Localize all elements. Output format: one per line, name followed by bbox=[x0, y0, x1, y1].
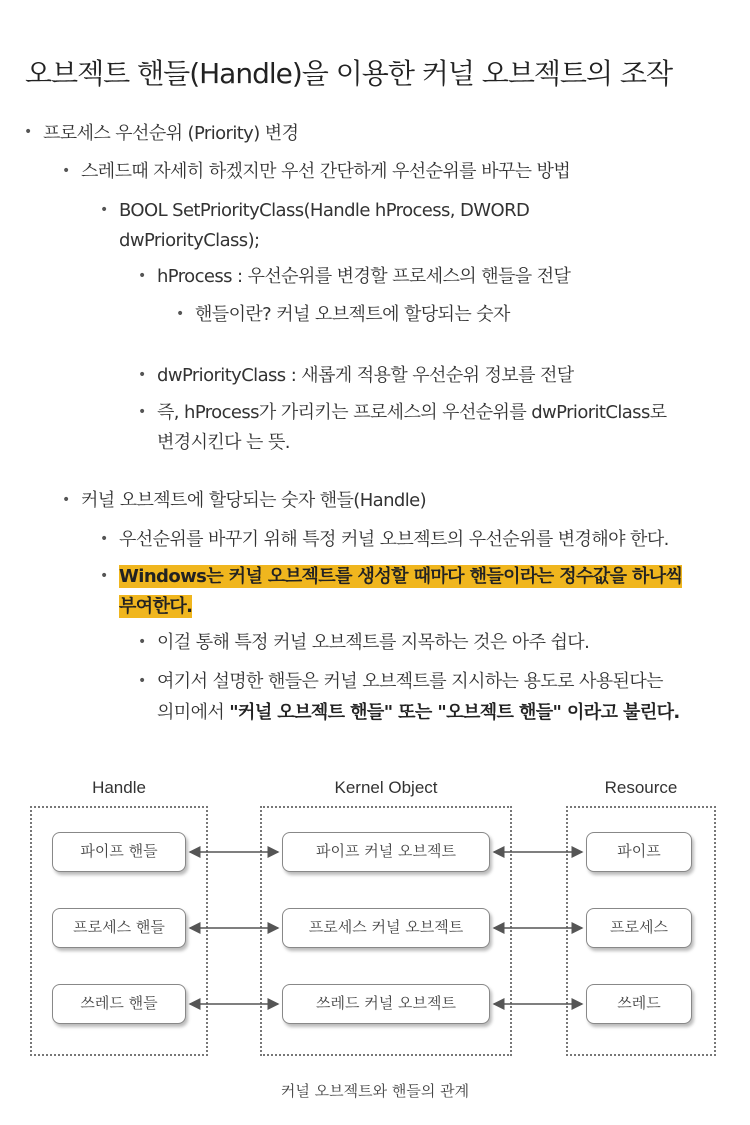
bullet-icon: • bbox=[138, 367, 147, 383]
pipe-resource-box: 파이프 bbox=[586, 832, 692, 872]
list-item: 즉, hProcess가 가리키는 프로세스의 우선순위를 dwPrioritClass로 bbox=[157, 402, 667, 423]
column-title-resource: Resource bbox=[604, 778, 678, 797]
thread-kernel-object-box: 쓰레드 커널 오브젝트 bbox=[282, 984, 490, 1024]
figure-caption: 커널 오브젝트와 핸들의 관계 bbox=[280, 1082, 470, 1100]
column-title-kernel: Kernel Object bbox=[334, 778, 438, 797]
thread-handle-box: 쓰레드 핸들 bbox=[52, 984, 186, 1024]
list-item: BOOL SetPriorityClass(Handle hProcess, DWORD bbox=[119, 200, 530, 221]
highlight-text: Windows는 커널 오브젝트를 생성할 때마다 핸들이라는 정수값을 하나씩 bbox=[119, 566, 683, 587]
bullet-icon: • bbox=[138, 404, 147, 420]
pipe-kernel-object-box: 파이프 커널 오브젝트 bbox=[282, 832, 490, 872]
plain-text: 의미에서 bbox=[157, 702, 230, 723]
list-item: 프로세스 우선순위 (Priority) 변경 bbox=[43, 123, 299, 144]
column-title-handle: Handle bbox=[92, 778, 146, 797]
bullet-icon: • bbox=[138, 673, 147, 689]
list-item: 스레드때 자세히 하겠지만 우선 간단하게 우선순위를 바꾸는 방법 bbox=[81, 161, 571, 182]
bold-text: "커널 오브젝트 핸들" 또는 "오브젝트 핸들" 이라고 불린다. bbox=[229, 702, 680, 723]
pipe-handle-box: 파이프 핸들 bbox=[52, 832, 186, 872]
list-item-continuation: 변경시킨다 는 뜻. bbox=[157, 432, 290, 453]
bullet-icon: • bbox=[176, 306, 185, 322]
bullet-icon: • bbox=[100, 568, 109, 584]
bullet-icon: • bbox=[62, 492, 71, 508]
bullet-icon: • bbox=[100, 531, 109, 547]
process-resource-box: 프로세스 bbox=[586, 908, 692, 948]
list-item: 이걸 통해 특정 커널 오브젝트를 지목하는 것은 아주 쉽다. bbox=[157, 632, 590, 653]
process-handle-box: 프로세스 핸들 bbox=[52, 908, 186, 948]
process-kernel-object-box: 프로세스 커널 오브젝트 bbox=[282, 908, 490, 948]
list-item: 여기서 설명한 핸들은 커널 오브젝트를 지시하는 용도로 사용된다는 bbox=[157, 671, 663, 692]
list-item: dwPriorityClass : 새롭게 적용할 우선순위 정보를 전달 bbox=[157, 365, 574, 386]
bullet-icon: • bbox=[100, 202, 109, 218]
thread-resource-box: 쓰레드 bbox=[586, 984, 692, 1024]
bullet-icon: • bbox=[24, 124, 33, 140]
list-item-continuation: dwPriorityClass); bbox=[119, 230, 260, 251]
highlight-text: 부여한다. bbox=[119, 596, 193, 617]
bullet-icon: • bbox=[62, 163, 71, 179]
list-item: 우선순위를 바꾸기 위해 특정 커널 오브젝트의 우선순위를 변경해야 한다. bbox=[119, 529, 669, 550]
bullet-icon: • bbox=[138, 268, 147, 284]
list-item: hProcess : 우선순위를 변경할 프로세스의 핸들을 전달 bbox=[157, 266, 571, 287]
list-item: 커널 오브젝트에 할당되는 숫자 핸들(Handle) bbox=[81, 490, 427, 511]
bullet-icon: • bbox=[138, 634, 147, 650]
list-item: 핸들이란? 커널 오브젝트에 할당되는 숫자 bbox=[195, 304, 510, 325]
page-title: 오브젝트 핸들(Handle)을 이용한 커널 오브젝트의 조작 bbox=[25, 57, 673, 90]
